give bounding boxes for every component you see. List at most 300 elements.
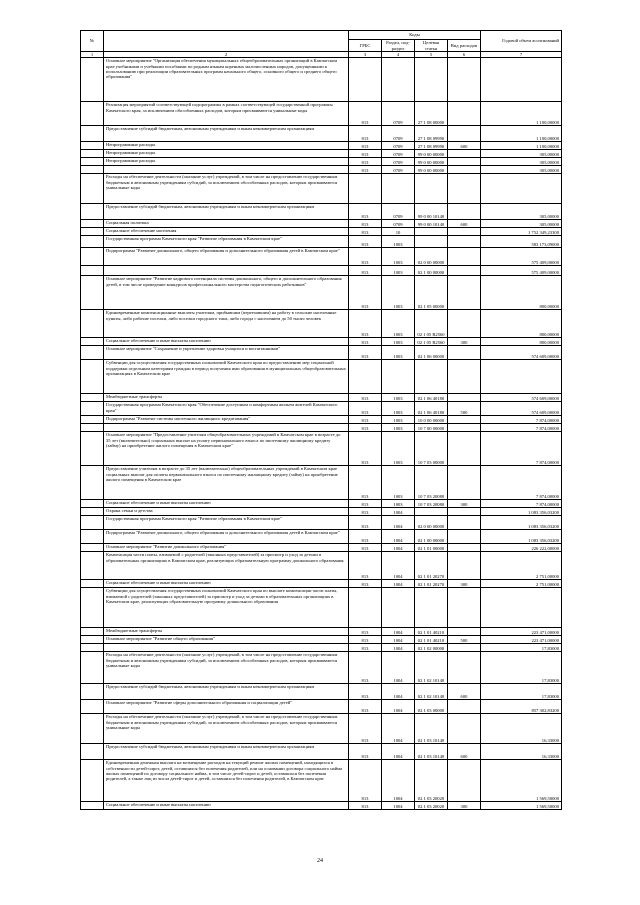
row-sum-cell: 800,00000 (481, 338, 562, 346)
row-vr-cell: 600 (448, 220, 481, 228)
row-vr-cell (448, 466, 481, 500)
table-row (81, 346, 562, 360)
row-grbs-cell (349, 360, 382, 394)
row-grbs-cell: 813 (349, 760, 382, 802)
row-name-cell: Субвенции для осуществления государственных полномочий Камчатского края по предоставлению мер социальной поддержки отдельным категориям граждан в период получения ими образования в муниципальных общеобразовательных организациях в Камчатском крае (104, 360, 349, 394)
row-no-cell (81, 644, 104, 652)
row-cs-cell: 02 1 06 00000 (415, 346, 448, 360)
row-grbs-cell: 813 (349, 432, 382, 466)
row-vr-cell: 300 (448, 338, 481, 346)
row-grbs-cell: 813 (349, 544, 382, 552)
row-no-cell (81, 684, 104, 700)
row-grbs-cell: 813 (349, 338, 382, 346)
table-row (81, 276, 562, 310)
row-razdel-cell: 1003 (382, 346, 415, 360)
row-grbs-cell: 813 (349, 552, 382, 580)
table-row (81, 636, 562, 644)
row-cs-cell: 10 0 00 00000 (415, 416, 448, 424)
row-name-cell: Государственная программа Камчатского края "Обеспечение доступным и комфортным жильем жителей Камчатского края" (104, 402, 349, 416)
row-grbs-cell: 813 (349, 276, 382, 310)
row-sum-cell (481, 588, 562, 628)
row-name-cell: Подпрограмма "Развитие дошкольного, общего образования и дополнительного образования детей в Камчатском крае" (104, 530, 349, 544)
row-name-cell: Социальная политика (104, 220, 349, 228)
row-name-cell: Предоставление учителям в возрасте до 35 лет (включительно) общеобразовательных учреждений в Камчатском крае социальных выплат для оплаты первоначального взноса по ипотечному жилищному кредиту (займу) на приобретение жилого помещения в Камчатском крае (104, 466, 349, 500)
row-name-cell: Компенсация части платы, взимаемой с родителей (законных представителей) за присмотр и уход за детьми в образовательных организациях в Камчатском крае, реализующих образовательную программу дошкольного образования (104, 552, 349, 580)
row-vr-cell (448, 652, 481, 684)
row-razdel-cell: 0709 (382, 158, 415, 166)
table-row (81, 466, 562, 500)
row-razdel-cell (382, 360, 415, 394)
row-sum-cell: 1 083 356,03200 (481, 516, 562, 530)
row-grbs-cell: 813 (349, 424, 382, 432)
row-name-cell: Предоставление субсидий бюджетным, автономным учреждениям и иным некоммерческим организациям (104, 744, 349, 760)
row-no-cell (81, 424, 104, 432)
row-sum-cell: 574 609,00000 (481, 402, 562, 416)
row-name-cell (104, 266, 349, 276)
row-no-cell (81, 744, 104, 760)
row-grbs-cell: 813 (349, 802, 382, 810)
row-vr-cell (448, 516, 481, 530)
row-sum-cell: 7 874,00000 (481, 466, 562, 500)
row-grbs-cell: 813 (349, 150, 382, 158)
row-grbs-cell: 813 (349, 530, 382, 544)
row-vr-cell: 500 (448, 636, 481, 644)
row-no-cell (81, 142, 104, 150)
row-cs-cell: 02 0 00 00000 (415, 516, 448, 530)
row-razdel-cell: 1004 (382, 802, 415, 810)
row-no-cell (81, 150, 104, 158)
table-row (81, 228, 562, 236)
row-no-cell (81, 338, 104, 346)
row-cs-cell (415, 236, 448, 248)
row-no-cell (81, 158, 104, 166)
row-sum-cell: 305,00000 (481, 166, 562, 174)
row-razdel-cell: 1004 (382, 652, 415, 684)
table-row (81, 432, 562, 466)
row-grbs-cell: 813 (349, 166, 382, 174)
row-name-cell: Основное мероприятие "Организация обеспечения муниципальных общеобразовательных организаций в Камчатском крае учебниками и учебными пособиями по родным языкам коренных малочисленных народов, допущенными к использованию при реализации образовательных программ начального общего, основного общего и среднего общего образования" (104, 58, 349, 102)
row-grbs-cell: 813 (349, 394, 382, 402)
row-vr-cell (448, 394, 481, 402)
table-row (81, 338, 562, 346)
row-cs-cell: 10 7 03 00000 (415, 432, 448, 466)
row-sum-cell: 17,83000 (481, 652, 562, 684)
row-no-cell (81, 700, 104, 714)
row-sum-cell: 223 471,00000 (481, 628, 562, 636)
row-cs-cell (415, 508, 448, 516)
table-row (81, 158, 562, 166)
table-row (81, 204, 562, 220)
row-grbs-cell: 813 (349, 644, 382, 652)
row-grbs-cell: 813 (349, 508, 382, 516)
row-no-cell (81, 310, 104, 338)
row-no-cell (81, 58, 104, 102)
row-razdel-cell: 1004 (382, 636, 415, 644)
row-vr-cell (448, 158, 481, 166)
row-sum-cell: 305,00000 (481, 150, 562, 158)
row-no-cell (81, 636, 104, 644)
header-codes: Коды (349, 31, 481, 40)
row-grbs-cell: 813 (349, 466, 382, 500)
row-cs-cell: 02 1 02 10140 (415, 652, 448, 684)
row-no-cell (81, 236, 104, 248)
row-vr-cell (448, 508, 481, 516)
row-sum-cell (481, 174, 562, 204)
index-cell: 3 (349, 52, 382, 58)
row-sum-cell: 574 609,00000 (481, 346, 562, 360)
row-vr-cell (448, 266, 481, 276)
row-razdel-cell: 1004 (382, 760, 415, 802)
row-cs-cell: 10 7 03 20080 (415, 466, 448, 500)
row-sum-cell: 7 874,00000 (481, 432, 562, 466)
row-grbs-cell: 813 (349, 236, 382, 248)
row-razdel-cell: 1004 (382, 628, 415, 636)
row-sum-cell: 16,33000 (481, 714, 562, 744)
row-grbs-cell: 813 (349, 266, 382, 276)
row-vr-cell (448, 166, 481, 174)
table-row (81, 58, 562, 102)
row-cs-cell: 02 1 03 20020 (415, 802, 448, 810)
table-row (81, 760, 562, 802)
row-no-cell (81, 102, 104, 126)
row-cs-cell: 02 1 01 00000 (415, 544, 448, 552)
row-grbs-cell: 813 (349, 700, 382, 714)
header-row-codes (81, 31, 562, 40)
row-cs-cell: 99 0 00 10140 (415, 220, 448, 228)
row-name-cell: Непрограммные расходы (104, 158, 349, 166)
table-row (81, 416, 562, 424)
row-cs-cell (415, 58, 448, 102)
index-cell: 2 (104, 52, 349, 58)
header-total: Годовой объем ассигнований (481, 31, 562, 52)
row-razdel-cell: 1004 (382, 714, 415, 744)
row-no-cell (81, 266, 104, 276)
index-cell: 5 (415, 52, 448, 58)
header-razdel: Раздел, под-раздел (382, 40, 415, 52)
row-vr-cell (448, 588, 481, 628)
row-vr-cell: 500 (448, 402, 481, 416)
row-no-cell (81, 220, 104, 228)
row-cs-cell: 02 1 06 40180 (415, 402, 448, 416)
table-row (81, 700, 562, 714)
row-grbs-cell: 813 (349, 714, 382, 744)
row-no-cell (81, 588, 104, 628)
row-grbs-cell: 813 (349, 142, 382, 150)
row-no-cell (81, 500, 104, 508)
row-sum-cell: 857 302,83200 (481, 700, 562, 714)
table-row (81, 652, 562, 684)
row-vr-cell (448, 700, 481, 714)
row-no-cell (81, 248, 104, 266)
row-vr-cell (448, 424, 481, 432)
row-razdel-cell: 0709 (382, 126, 415, 142)
row-grbs-cell: 813 (349, 158, 382, 166)
row-name-cell: Подпрограмма "Развитие дошкольного, общего образования и дополнительного образования детей в Камчатском крае" (104, 248, 349, 266)
row-no-cell (81, 174, 104, 204)
row-razdel-cell: 1004 (382, 552, 415, 580)
row-no-cell (81, 402, 104, 416)
table-row (81, 644, 562, 652)
row-sum-cell: 7 874,00000 (481, 500, 562, 508)
table-row (81, 508, 562, 516)
page-number: 24 (317, 858, 323, 864)
row-razdel-cell: 1003 (382, 466, 415, 500)
row-razdel-cell: 1004 (382, 530, 415, 544)
row-cs-cell: 27 1 08 09990 (415, 142, 448, 150)
row-cs-cell: 02 1 05 00000 (415, 276, 448, 310)
row-cs-cell: 99 0 00 00000 (415, 166, 448, 174)
row-grbs-cell: 813 (349, 402, 382, 416)
row-sum-cell: 7 874,00000 (481, 424, 562, 432)
row-cs-cell (415, 588, 448, 628)
row-vr-cell (448, 628, 481, 636)
row-sum-cell: 1 100,00000 (481, 126, 562, 142)
row-no-cell (81, 652, 104, 684)
row-razdel-cell: 0709 (382, 142, 415, 150)
row-vr-cell: 600 (448, 684, 481, 700)
row-no-cell (81, 360, 104, 394)
row-razdel-cell: 0709 (382, 150, 415, 158)
row-razdel-cell: 1004 (382, 644, 415, 652)
row-grbs-cell: 813 (349, 744, 382, 760)
row-grbs-cell: 813 (349, 652, 382, 684)
row-cs-cell: 02 1 03 10140 (415, 744, 448, 760)
row-vr-cell: 600 (448, 744, 481, 760)
row-cs-cell: 02 1 01 40210 (415, 628, 448, 636)
header-grbs: ГРБС (349, 40, 382, 52)
row-vr-cell (448, 760, 481, 802)
row-name-cell: Социальное обеспечение и иные выплаты населению (104, 802, 349, 810)
row-vr-cell (448, 150, 481, 158)
budget-table (80, 30, 562, 810)
row-cs-cell: 02 1 05 R2560 (415, 338, 448, 346)
row-vr-cell: 600 (448, 142, 481, 150)
table-row (81, 394, 562, 402)
row-name-cell: Основное мероприятие "Развитие дошкольного образования" (104, 544, 349, 552)
row-name-cell: Основное мероприятие "Развитие кадрового потенциала системы дошкольного, общего и дополнительного образования детей, в том числе проведение конкурсов профессионального мастерства педагогических работников" (104, 276, 349, 310)
row-no-cell (81, 228, 104, 236)
row-razdel-cell: 1003 (382, 276, 415, 310)
row-sum-cell: 800,00000 (481, 276, 562, 310)
row-razdel-cell: 1003 (382, 338, 415, 346)
row-razdel-cell: 1004 (382, 544, 415, 552)
row-name-cell: Расходы на обеспечение деятельности (оказание услуг) учреждений, в том числе на предоставление государственным бюджетным и автономным учреждениям субсидий, за исключением обособленных расходов, которым присваиваются уникальные коды (104, 174, 349, 204)
row-vr-cell (448, 174, 481, 204)
row-razdel-cell: 1003 (382, 266, 415, 276)
row-cs-cell: 02 1 01 20270 (415, 580, 448, 588)
row-razdel-cell: 0709 (382, 204, 415, 220)
row-razdel-cell: 1003 (382, 248, 415, 266)
table-row (81, 552, 562, 580)
row-cs-cell: 02 1 00 00000 (415, 530, 448, 544)
row-name-cell: Предоставление субсидий бюджетным, автономным учреждениям и иным некоммерческим организациям (104, 684, 349, 700)
table-row (81, 402, 562, 416)
row-razdel-cell: 1003 (382, 394, 415, 402)
row-razdel-cell: 0709 (382, 102, 415, 126)
table-row (81, 714, 562, 744)
row-cs-cell: 02 1 01 40210 (415, 636, 448, 644)
row-cs-cell (415, 228, 448, 236)
row-razdel-cell: 1003 (382, 236, 415, 248)
row-no-cell (81, 530, 104, 544)
row-cs-cell: 02 1 06 40180 (415, 394, 448, 402)
row-name-cell: Основное мероприятие "Развитие сферы дополнительного образования и социализации детей" (104, 700, 349, 714)
row-cs-cell: 10 7 03 20080 (415, 500, 448, 508)
row-cs-cell: 02 1 03 20020 (415, 760, 448, 802)
row-razdel-cell: 1003 (382, 424, 415, 432)
row-sum-cell: 583 173,09000 (481, 236, 562, 248)
row-name-cell: Субвенции для осуществления государственных полномочий Камчатского края по выплате компенсации части платы, взимаемой с родителей (законных представителей) за присмотр и уход за детьми в образовательных организациях в Камчатском крае, реализующих образовательную программу дошкольного образования (104, 588, 349, 628)
row-razdel-cell: 1003 (382, 402, 415, 416)
row-no-cell (81, 204, 104, 220)
index-cell: 7 (481, 52, 562, 58)
row-vr-cell (448, 58, 481, 102)
row-no-cell (81, 394, 104, 402)
row-grbs-cell: 813 (349, 580, 382, 588)
header-name (104, 31, 349, 52)
row-razdel-cell: 1003 (382, 416, 415, 424)
row-grbs-cell: 813 (349, 102, 382, 126)
row-name-cell: Подпрограмма "Развитие системы ипотечного жилищного кредитования" (104, 416, 349, 424)
row-no-cell (81, 126, 104, 142)
row-sum-cell: 223 471,00000 (481, 636, 562, 644)
row-cs-cell (415, 174, 448, 204)
row-vr-cell (448, 644, 481, 652)
row-sum-cell: 1 100,00000 (481, 102, 562, 126)
row-grbs-cell: 813 (349, 220, 382, 228)
row-razdel-cell: 1004 (382, 580, 415, 588)
table-row (81, 142, 562, 150)
row-sum-cell: 226 222,00000 (481, 544, 562, 552)
table-row (81, 684, 562, 700)
header-no: № (81, 31, 104, 52)
row-vr-cell (448, 346, 481, 360)
row-sum-cell: 1 752 349,23300 (481, 228, 562, 236)
row-name-cell (104, 166, 349, 174)
table-row (81, 236, 562, 248)
row-razdel-cell: 0709 (382, 166, 415, 174)
row-grbs-cell: 813 (349, 684, 382, 700)
row-cs-cell: 02 1 05 R2560 (415, 310, 448, 338)
row-name-cell: Межбюджетные трансферты (104, 394, 349, 402)
row-sum-cell (481, 58, 562, 102)
row-name-cell (104, 644, 349, 652)
table-row (81, 266, 562, 276)
row-name-cell: Основное мероприятие "Развитие общего образования" (104, 636, 349, 644)
table-row (81, 424, 562, 432)
row-grbs-cell: 813 (349, 516, 382, 530)
row-grbs-cell: 813 (349, 346, 382, 360)
row-name-cell: Основное мероприятие "Сохранение и укрепление здоровья учащихся и воспитанников" (104, 346, 349, 360)
index-cell: 1 (81, 52, 104, 58)
row-sum-cell: 575 409,00000 (481, 248, 562, 266)
row-sum-cell: 1 083 356,03200 (481, 508, 562, 516)
row-grbs-cell: 813 (349, 310, 382, 338)
row-grbs-cell: 813 (349, 228, 382, 236)
row-no-cell (81, 544, 104, 552)
row-name-cell: Непрограммные расходы (104, 150, 349, 158)
row-sum-cell: 305,00000 (481, 158, 562, 166)
table-row (81, 802, 562, 810)
table-row (81, 102, 562, 126)
row-razdel-cell: 1004 (382, 700, 415, 714)
row-name-cell: Основное мероприятие "Предоставление учителям общеобразовательных учреждений в Камчатском крае в возрасте до 35 лет (включительно) социальных выплат на уплату первоначального взноса по ипотечному жилищному кредиту (займу) на приобретение жилого помещения в Камчатском крае" (104, 432, 349, 466)
row-no-cell (81, 580, 104, 588)
row-sum-cell: 1 569,50000 (481, 760, 562, 802)
row-vr-cell (448, 310, 481, 338)
row-grbs-cell: 813 (349, 500, 382, 508)
row-razdel-cell: 1004 (382, 508, 415, 516)
row-cs-cell: 27 1 08 09990 (415, 126, 448, 142)
row-razdel-cell (382, 588, 415, 628)
row-razdel-cell: 10 (382, 228, 415, 236)
row-cs-cell: 27 1 08 00000 (415, 102, 448, 126)
row-sum-cell: 1 083 356,03200 (481, 530, 562, 544)
row-vr-cell (448, 432, 481, 466)
header-vr: Вид расходов (448, 40, 481, 52)
row-vr-cell (448, 552, 481, 580)
row-no-cell (81, 628, 104, 636)
row-name-cell: Социальное обеспечение и иные выплаты населению (104, 500, 349, 508)
row-cs-cell: 02 0 00 00000 (415, 248, 448, 266)
row-cs-cell: 02 1 03 10140 (415, 714, 448, 744)
row-razdel-cell: 0709 (382, 220, 415, 228)
row-no-cell (81, 346, 104, 360)
row-razdel-cell: 1004 (382, 744, 415, 760)
row-grbs-cell: 813 (349, 204, 382, 220)
table-row (81, 530, 562, 544)
row-name-cell: Государственная программа Камчатского края "Развитие образования в Камчатском крае" (104, 516, 349, 530)
row-cs-cell: 02 1 01 20270 (415, 552, 448, 580)
row-cs-cell: 02 1 02 10140 (415, 684, 448, 700)
row-name-cell: Предоставление субсидий бюджетным, автономным учреждениям и иным некоммерческим организациям (104, 204, 349, 220)
row-no-cell (81, 416, 104, 424)
table-row (81, 126, 562, 142)
row-vr-cell: 300 (448, 580, 481, 588)
row-razdel-cell: 1003 (382, 432, 415, 466)
row-name-cell: Единовременная денежная выплата на возмещение расходов на текущий ремонт жилых помещений, находящихся в собственности детей-сирот, детей, оставшихся без попечения родителей, или на основании договора социального найма жилых помещений по договору социального найма, в том числе детей-сирот и детей, оставшихся без попечения родителей, а также лиц из числа детей-сирот и детей, оставшихся без попечения родителей, в Камчатском крае (104, 760, 349, 802)
row-no-cell (81, 276, 104, 310)
row-name-cell: Социальное обеспечение и иные выплаты населению (104, 580, 349, 588)
table-row (81, 580, 562, 588)
row-sum-cell: 574 609,00000 (481, 394, 562, 402)
row-sum-cell (481, 360, 562, 394)
row-sum-cell: 1 569,50000 (481, 802, 562, 810)
row-cs-cell: 02 1 02 00000 (415, 644, 448, 652)
row-no-cell (81, 432, 104, 466)
row-sum-cell: 17,83000 (481, 644, 562, 652)
row-sum-cell: 1 100,00000 (481, 142, 562, 150)
row-grbs-cell: 813 (349, 248, 382, 266)
row-no-cell (81, 508, 104, 516)
row-name-cell: Межбюджетные трансферты (104, 628, 349, 636)
row-no-cell (81, 802, 104, 810)
header-cs: Целевая статья (415, 40, 448, 52)
index-cell: 6 (448, 52, 481, 58)
row-vr-cell (448, 228, 481, 236)
row-vr-cell (448, 248, 481, 266)
row-grbs-cell (349, 588, 382, 628)
row-grbs-cell: 813 (349, 416, 382, 424)
row-razdel-cell (382, 58, 415, 102)
table-row (81, 588, 562, 628)
row-razdel-cell: 1003 (382, 310, 415, 338)
table-row (81, 360, 562, 394)
row-razdel-cell (382, 174, 415, 204)
row-no-cell (81, 166, 104, 174)
table-row (81, 744, 562, 760)
table-row (81, 500, 562, 508)
